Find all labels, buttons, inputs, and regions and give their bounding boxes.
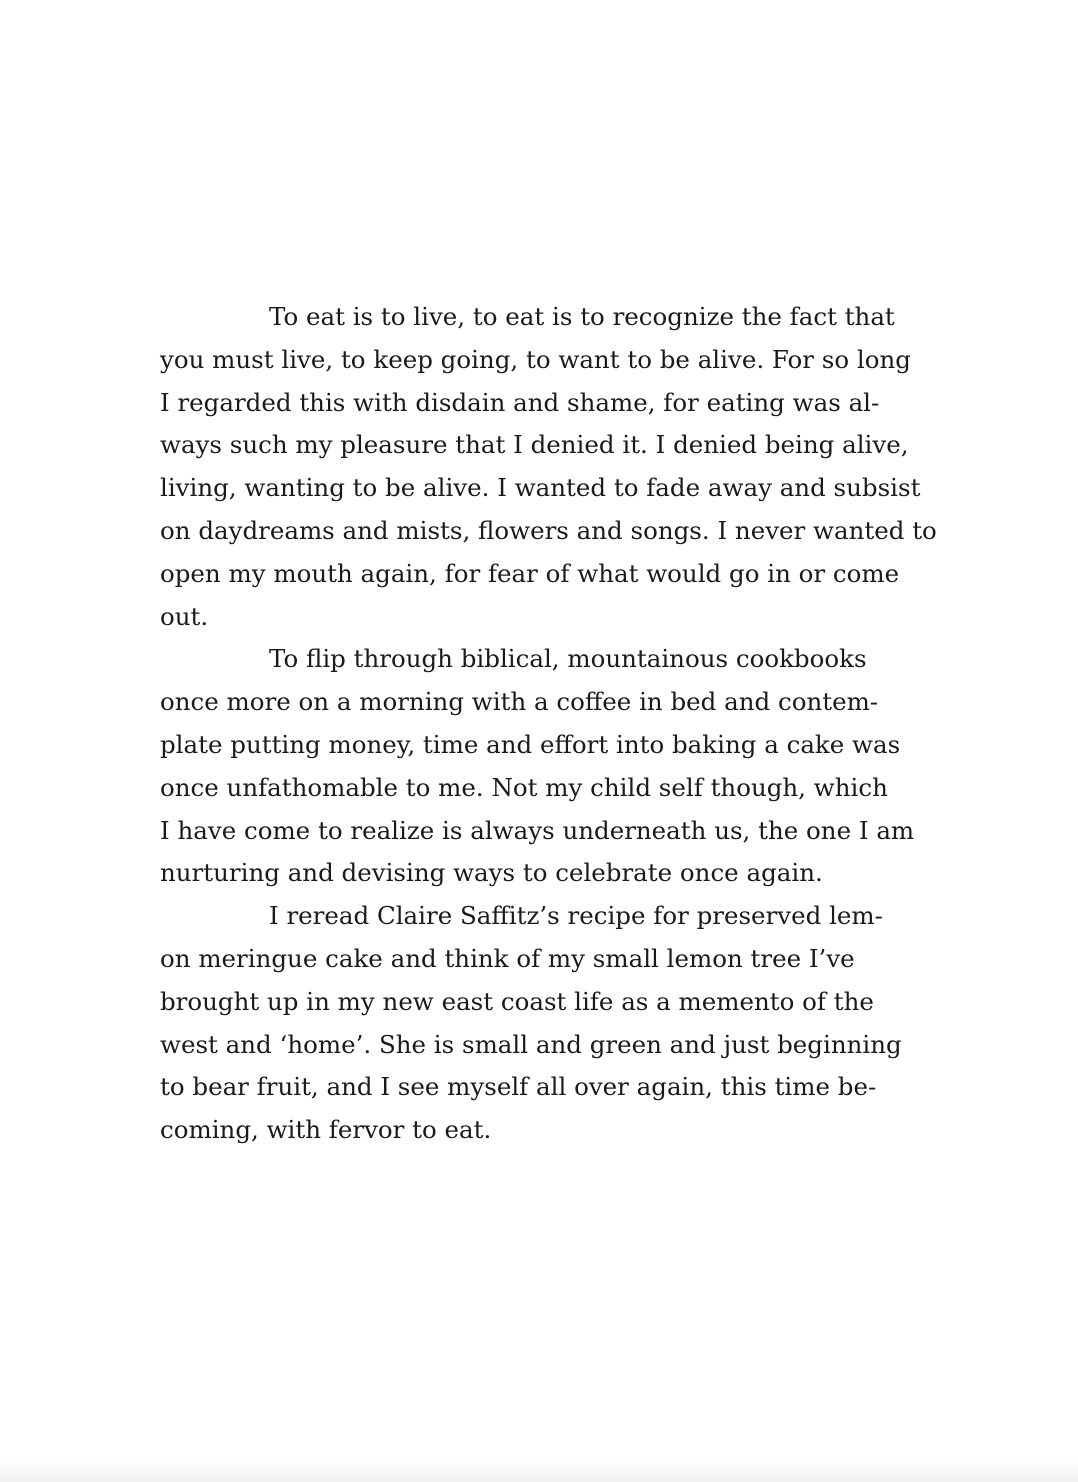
text-line: out. <box>160 601 209 631</box>
text-line: coming, with fervor to eat. <box>160 1115 492 1145</box>
text-line: I have come to realize is always underneath us, the one I am <box>160 815 915 845</box>
page-bottom-edge <box>0 1460 1078 1482</box>
text-line: once unfathomable to me. Not my child self though, which <box>160 772 888 802</box>
paragraph-2 <box>160 638 950 895</box>
text-line: west and ‘home’. She is small and green and just beginning <box>160 1029 902 1059</box>
text-line: To eat is to live, to eat is to recognize the fact that <box>269 302 895 331</box>
text-line: I reread Claire Saffitz’s recipe for preserved lem- <box>269 901 883 931</box>
text-line: plate putting money, time and effort into baking a cake was <box>160 729 901 759</box>
paragraph-3 <box>160 895 950 1152</box>
text-line: brought up in my new east coast life as a memento of the <box>160 986 874 1016</box>
text-line: To flip through biblical, mountainous cookbooks <box>269 644 867 674</box>
text-line: living, wanting to be alive. I wanted to fade away and subsist <box>160 473 921 503</box>
body-text <box>160 296 950 1152</box>
text-line: ways such my pleasure that I denied it. I denied being alive, <box>160 430 909 460</box>
text-line: to bear fruit, and I see myself all over again, this time be- <box>160 1072 877 1102</box>
text-line: I regarded this with disdain and shame, for eating was al- <box>160 387 880 417</box>
text-line: on meringue cake and think of my small lemon tree I’ve <box>160 943 855 973</box>
text-line: open my mouth again, for fear of what would go in or come <box>160 558 900 588</box>
text-line: on daydreams and mists, flowers and songs. I never wanted to <box>160 515 937 545</box>
text-line: once more on a morning with a coffee in bed and contem- <box>160 687 879 717</box>
text-line: nurturing and devising ways to celebrate once again. <box>160 858 823 888</box>
text-line: you must live, to keep going, to want to be alive. For so long <box>160 344 911 374</box>
paragraph-1 <box>160 296 950 638</box>
